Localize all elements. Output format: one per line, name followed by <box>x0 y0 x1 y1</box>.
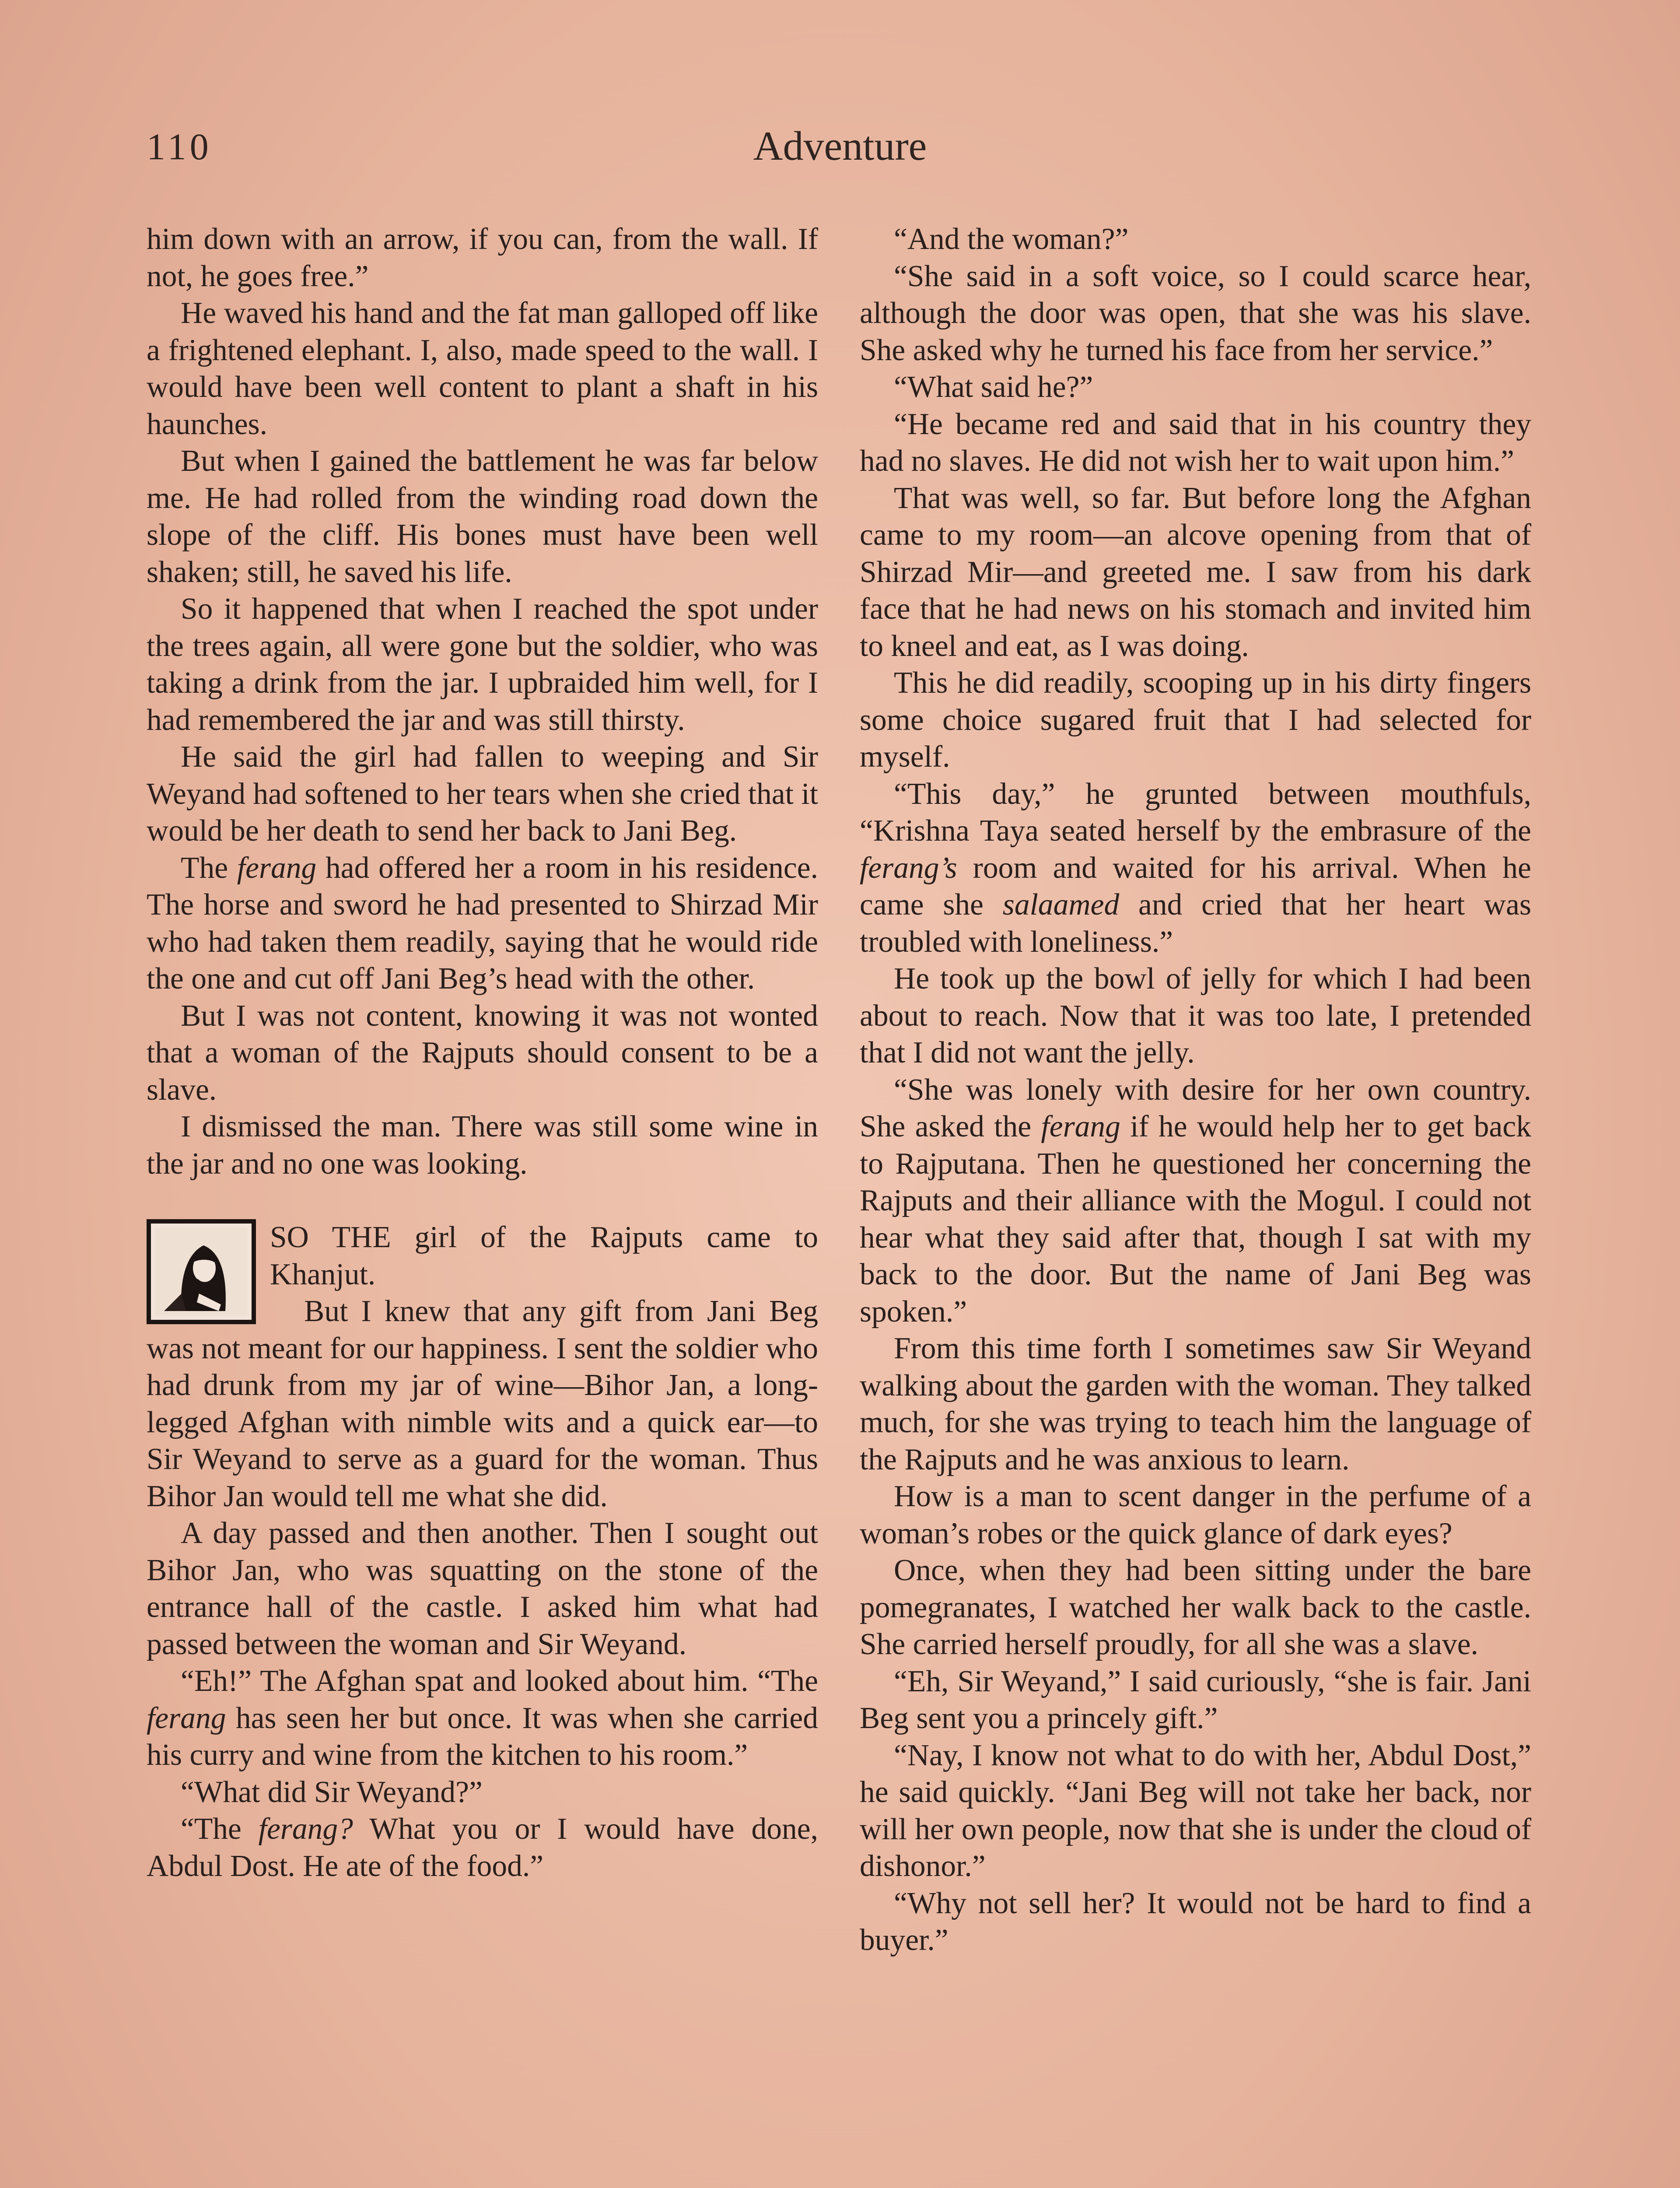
paragraph: But I was not content, knowing it was not wonted that a woman of the Rajputs should consent to be a slave. <box>147 999 818 1107</box>
left-column <box>147 221 818 1885</box>
paragraph: I dismissed the man. There was still some wine in the jar and no one was looking. <box>147 1110 818 1181</box>
paragraph: But when I gained the battlement he was far below me. He had rolled from the winding road down the slope of the cliff. His bones must have been well shaken; still, he saved his life. <box>147 444 818 589</box>
paragraph: him down with an arrow, if you can, from the wall. If not, he goes free.” <box>147 222 818 293</box>
section-break-block <box>147 1219 818 1515</box>
paragraph: “This day,” he grunted between mouthfuls, “Krishna Taya seated herself by the embrasure of the ferang’s room and waited for his arrival. When he came she salaamed and cried that her heart was troubled with loneliness.” <box>860 777 1532 959</box>
paragraph: “And the woman?” <box>894 222 1129 256</box>
paragraph: But I knew that any gift from Jani Beg was not meant for our happiness. I sent the soldier who had drunk from my jar of wine—Bihor Jan, a long-legged Afghan with nimble wits and a quick ear—to Sir Weyand to serve as a guard for the woman. Thus Bihor Jan would tell me what she did. <box>147 1294 818 1513</box>
running-title: Adventure <box>753 123 927 169</box>
paragraph: “What did Sir Weyand?” <box>181 1775 483 1809</box>
paragraph: So it happened that when I reached the spot under the trees again, all were gone but the soldier, who was taking a drink from the jar. I upbraided him well, for I had remembered the jar and was still thirsty. <box>147 592 818 737</box>
robed-figure-portrait-icon <box>155 1228 247 1315</box>
italic-term: ferang <box>1041 1110 1120 1143</box>
italic-term: ferang? <box>258 1812 353 1846</box>
paragraph: Once, when they had been sitting under the bare pomegranates, I watched her walk back to the castle. She carried herself proudly, for all she was a slave. <box>860 1553 1531 1661</box>
paragraph: “He became red and said that in his country they had no slaves. He did not wish her to wait upon him.” <box>860 407 1531 478</box>
italic-term: ferang <box>147 1701 226 1735</box>
paragraph: This he did readily, scooping up in his dirty fingers some choice sugared fruit that I had selected for myself. <box>860 666 1531 774</box>
paragraph: “Why not sell her? It would not be hard to find a buyer.” <box>860 1886 1531 1957</box>
paragraph-section-opener: SO THE girl of the Rajputs came to Khanjut. <box>270 1220 818 1291</box>
page-number: 110 <box>147 126 212 168</box>
paragraph: He took up the bowl of jelly for which I had been about to reach. Now that it was too late, I pretended that I did not want the jelly. <box>860 962 1531 1069</box>
paragraph: He said the girl had fallen to weeping and Sir Weyand had softened to her tears when she cried that it would be her death to send her back to Jani Beg. <box>147 740 818 848</box>
paragraph: “What said he?” <box>894 370 1093 404</box>
paragraph: “She said in a soft voice, so I could scarce hear, although the door was open, that she was his slave. She asked why he turned his face from her service.” <box>860 259 1531 367</box>
dropcap-illustration <box>147 1219 256 1324</box>
italic-term: ferang’s <box>860 851 957 885</box>
paragraph: “The ferang? What you or I would have done, Abdul Dost. He ate of the food.” <box>147 1812 818 1883</box>
right-column <box>860 221 1531 1959</box>
paragraph: From this time forth I sometimes saw Sir Weyand walking about the garden with the woman. They talked much, for she was trying to teach him the language of the Rajputs and he was anxious to learn. <box>860 1332 1531 1476</box>
paragraph: A day passed and then another. Then I sought out Bihor Jan, who was squatting on the stone of the entrance hall of the castle. I asked him what had passed between the woman and Sir Weyand. <box>147 1516 818 1661</box>
paragraph: “Eh, Sir Weyand,” I said curiously, “she is fair. Jani Beg sent you a princely gift.” <box>860 1664 1531 1735</box>
paragraph: The ferang had offered her a room in his residence. The horse and sword he had presented to Shirzad Mir who had taken them readily, saying that he would ride the one and cut off Jani Beg’s head with the other. <box>147 851 818 996</box>
paragraph: That was well, so far. But before long the Afghan came to my room—an alcove opening from that of Shirzad Mir—and greeted me. I saw from his dark face that he had news on his stomach and invited him to kneel and eat, as I was doing. <box>860 481 1531 663</box>
italic-term: ferang <box>237 851 317 885</box>
paragraph: He waved his hand and the fat man galloped off like a frightened elephant. I, also, made speed to the wall. I would have been well content to plant a shaft in his haunches. <box>147 296 818 441</box>
paragraph: “Eh!” The Afghan spat and looked about him. “The ferang has seen her but once. It was when she carried his curry and wine from the kitchen to his room.” <box>147 1664 818 1772</box>
paragraph: How is a man to scent danger in the perfume of a woman’s robes or the quick glance of dark eyes? <box>860 1480 1531 1550</box>
paragraph: “Nay, I know not what to do with her, Abdul Dost,” he said quickly. “Jani Beg will not take her back, nor will her own people, now that she is under the cloud of dishonor.” <box>860 1738 1531 1883</box>
paragraph: “She was lonely with desire for her own country. She asked the ferang if he would help her to get back to Rajputana. Then he questioned her concerning the Rajputs and their alliance with the Mogul. I could not hear what they said after that, though I sat with my back to the door. But the name of Jani Beg was spoken.” <box>860 1073 1531 1329</box>
italic-term: salaamed <box>1002 888 1120 922</box>
